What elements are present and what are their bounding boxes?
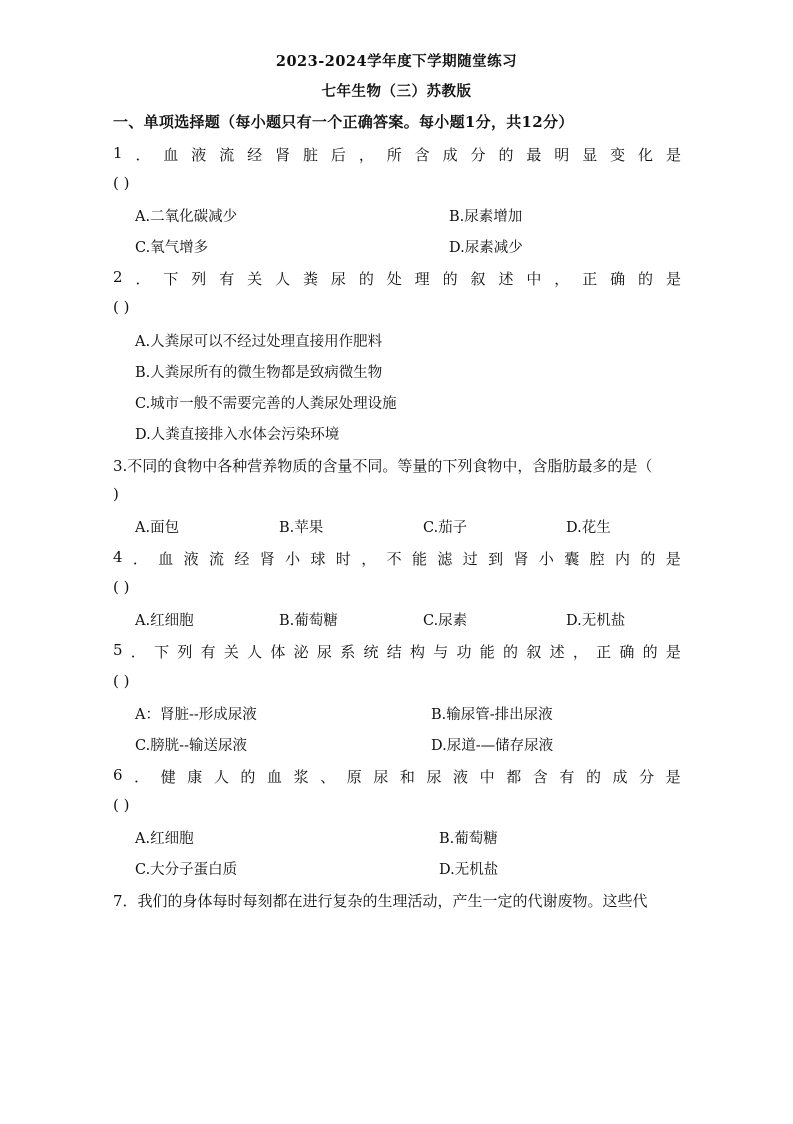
stem-char: 和 xyxy=(399,768,415,786)
stem-char: 成 xyxy=(442,146,458,164)
stem-char: 泌 xyxy=(293,643,309,661)
stem-char: 功 xyxy=(456,643,472,661)
question-4-option-a: A.红细胞 xyxy=(135,613,194,629)
question-6-option-c: C.大分子蛋白质 xyxy=(135,862,238,878)
stem-char: 的 xyxy=(442,270,458,288)
stem-char: 6 xyxy=(113,766,123,784)
stem-char: 叙 xyxy=(470,270,486,288)
stem-char: 滤 xyxy=(437,550,453,568)
stem-char: 体 xyxy=(270,643,286,661)
stem-char: 小 xyxy=(538,550,554,568)
question-4-option-c: C.尿素 xyxy=(423,613,468,629)
question-5-stem xyxy=(113,641,681,662)
stem-char: 1 xyxy=(113,144,123,162)
stem-char: 变 xyxy=(610,146,626,164)
stem-char: 关 xyxy=(247,270,263,288)
stem-char: 分 xyxy=(470,146,486,164)
question-2-option-c: C.城市一般不需要完善的人粪尿处理设施 xyxy=(135,396,397,412)
question-3-paren: ) xyxy=(113,485,119,503)
stem-char: 液 xyxy=(183,550,199,568)
stem-char: 结 xyxy=(386,643,402,661)
question-5-option-c: C.膀胱--输送尿液 xyxy=(135,738,247,754)
question-5-paren: ( ) xyxy=(113,672,130,690)
stem-char: 有 xyxy=(219,270,235,288)
stem-char: 球 xyxy=(310,550,326,568)
question-7-stem: 7．我们的身体每时每刻都在进行复杂的生理活动，产生一定的代谢废物。这些代 xyxy=(113,892,648,910)
question-6-option-b: B.葡萄糖 xyxy=(439,831,498,847)
question-4-option-b: B.葡萄糖 xyxy=(279,613,338,629)
stem-char: ． xyxy=(130,643,146,661)
stem-char: 列 xyxy=(177,643,193,661)
stem-char: 的 xyxy=(358,270,374,288)
stem-char: 有 xyxy=(559,768,575,786)
stem-char: 流 xyxy=(219,146,235,164)
stem-char: 化 xyxy=(638,146,654,164)
stem-char: 血 xyxy=(163,146,179,164)
stem-char: 系 xyxy=(340,643,356,661)
stem-char: 都 xyxy=(506,768,522,786)
stem-char: 囊 xyxy=(564,550,580,568)
stem-char: 下 xyxy=(163,270,179,288)
question-1-option-b: B.尿素增加 xyxy=(449,209,523,225)
stem-char: 与 xyxy=(433,643,449,661)
stem-char: 肾 xyxy=(259,550,275,568)
question-5-option-a: A：肾脏--形成尿液 xyxy=(135,707,257,723)
stem-char: 健 xyxy=(160,768,176,786)
stem-char: 确 xyxy=(610,270,626,288)
stem-char: 康 xyxy=(187,768,203,786)
stem-char: 经 xyxy=(234,550,250,568)
question-3-option-d: D.花生 xyxy=(566,520,611,536)
stem-char: 内 xyxy=(615,550,631,568)
stem-char: 的 xyxy=(640,550,656,568)
question-1-option-c: C.氧气增多 xyxy=(135,240,209,256)
stem-char: 过 xyxy=(462,550,478,568)
question-2-stem xyxy=(113,268,681,289)
question-6-option-d: D.无机盐 xyxy=(439,862,499,878)
exam-title: 2023-2024学年度下学期随堂练习 xyxy=(275,53,518,70)
stem-char: 的 xyxy=(240,768,256,786)
stem-char: ． xyxy=(135,146,151,164)
stem-char: 液 xyxy=(453,768,469,786)
stem-char: 的 xyxy=(642,643,658,661)
question-5-option-b: B.输尿管-排出尿液 xyxy=(431,707,553,723)
stem-char: 4 xyxy=(113,548,123,566)
question-3-option-b: B.苹果 xyxy=(279,520,324,536)
stem-char: 能 xyxy=(412,550,428,568)
stem-char: 正 xyxy=(596,643,612,661)
stem-char: ． xyxy=(134,768,150,786)
question-3-option-c: C.茄子 xyxy=(423,520,468,536)
stem-char: 明 xyxy=(554,146,570,164)
stem-char: 列 xyxy=(191,270,207,288)
stem-char: 成 xyxy=(612,768,628,786)
stem-char: 中 xyxy=(526,270,542,288)
question-3-stem: 3.不同的食物中各种营养物质的含量不同。等量的下列食物中，含脂肪最多的是（ xyxy=(113,457,653,475)
stem-char: 构 xyxy=(409,643,425,661)
stem-char: 小 xyxy=(285,550,301,568)
question-5-option-d: D.尿道-—储存尿液 xyxy=(431,738,554,754)
stem-char: 统 xyxy=(363,643,379,661)
stem-char: 确 xyxy=(619,643,635,661)
stem-char: 分 xyxy=(639,768,655,786)
stem-char: 人 xyxy=(275,270,291,288)
stem-char: 的 xyxy=(585,768,601,786)
stem-char: 血 xyxy=(267,768,283,786)
stem-char: 尿 xyxy=(373,768,389,786)
stem-char: 经 xyxy=(247,146,263,164)
stem-char: 粪 xyxy=(302,270,318,288)
stem-char: 中 xyxy=(479,768,495,786)
stem-char: 肾 xyxy=(513,550,529,568)
question-3-option-a: A.面包 xyxy=(135,520,180,536)
stem-char: ． xyxy=(132,550,148,568)
stem-char: 到 xyxy=(488,550,504,568)
stem-char: 2 xyxy=(113,268,123,286)
question-4-paren: ( ) xyxy=(113,578,130,596)
stem-char: 的 xyxy=(503,643,519,661)
stem-char: 述 xyxy=(498,270,514,288)
question-1-stem xyxy=(113,144,681,165)
stem-char: 是 xyxy=(665,768,681,786)
question-2-option-d: D.人粪直接排入水体会污染环境 xyxy=(135,427,340,443)
question-2-option-b: B.人粪尿所有的微生物都是致病微生物 xyxy=(135,365,383,381)
stem-char: 血 xyxy=(158,550,174,568)
stem-char: 尿 xyxy=(330,270,346,288)
question-2-paren: ( ) xyxy=(113,298,130,316)
stem-char: 是 xyxy=(665,550,681,568)
question-1-option-a: A.二氧化碳减少 xyxy=(135,209,238,225)
stem-char: 关 xyxy=(223,643,239,661)
stem-char: 正 xyxy=(582,270,598,288)
stem-char: 所 xyxy=(386,146,402,164)
stem-char: ． xyxy=(135,270,151,288)
stem-char: 流 xyxy=(209,550,225,568)
stem-char: 理 xyxy=(414,270,430,288)
stem-char: 脏 xyxy=(302,146,318,164)
stem-char: 含 xyxy=(414,146,430,164)
stem-char: 液 xyxy=(191,146,207,164)
stem-char: 人 xyxy=(247,643,263,661)
question-6-stem xyxy=(113,766,681,787)
section-heading: 一、单项选择题（每小题只有一个正确答案。每小题1分，共12分） xyxy=(113,113,574,131)
stem-char: 能 xyxy=(479,643,495,661)
question-6-paren: ( ) xyxy=(113,796,130,814)
stem-char: 肾 xyxy=(275,146,291,164)
question-4-stem xyxy=(113,548,681,569)
stem-char: 述 xyxy=(549,643,565,661)
stem-char: 叙 xyxy=(526,643,542,661)
stem-char: 尿 xyxy=(316,643,332,661)
stem-char: 、 xyxy=(320,768,336,786)
stem-char: 含 xyxy=(532,768,548,786)
stem-char: ， xyxy=(554,270,570,288)
question-1-option-d: D.尿素减少 xyxy=(449,240,523,256)
question-6-option-a: A.红细胞 xyxy=(135,831,194,847)
stem-char: 后 xyxy=(330,146,346,164)
stem-char: 原 xyxy=(346,768,362,786)
stem-char: 的 xyxy=(498,146,514,164)
stem-char: 时 xyxy=(335,550,351,568)
question-1-paren: ( ) xyxy=(113,174,130,192)
stem-char: 处 xyxy=(386,270,402,288)
stem-char: 有 xyxy=(200,643,216,661)
stem-char: 的 xyxy=(638,270,654,288)
stem-char: 浆 xyxy=(293,768,309,786)
stem-char: 腔 xyxy=(589,550,605,568)
question-4-option-d: D.无机盐 xyxy=(566,613,626,629)
stem-char: ， xyxy=(358,146,374,164)
exam-subtitle: 七年生物（三）苏教版 xyxy=(321,83,472,100)
stem-char: 是 xyxy=(665,146,681,164)
stem-char: 显 xyxy=(582,146,598,164)
question-2-option-a: A.人粪尿可以不经过处理直接用作肥料 xyxy=(135,334,383,350)
stem-char: 不 xyxy=(386,550,402,568)
stem-char: 是 xyxy=(665,643,681,661)
stem-char: 5 xyxy=(113,641,123,659)
stem-char: 人 xyxy=(213,768,229,786)
stem-char: 最 xyxy=(526,146,542,164)
stem-char: ， xyxy=(361,550,377,568)
stem-char: 下 xyxy=(154,643,170,661)
stem-char: 尿 xyxy=(426,768,442,786)
stem-char: 是 xyxy=(665,270,681,288)
stem-char: ， xyxy=(572,643,588,661)
